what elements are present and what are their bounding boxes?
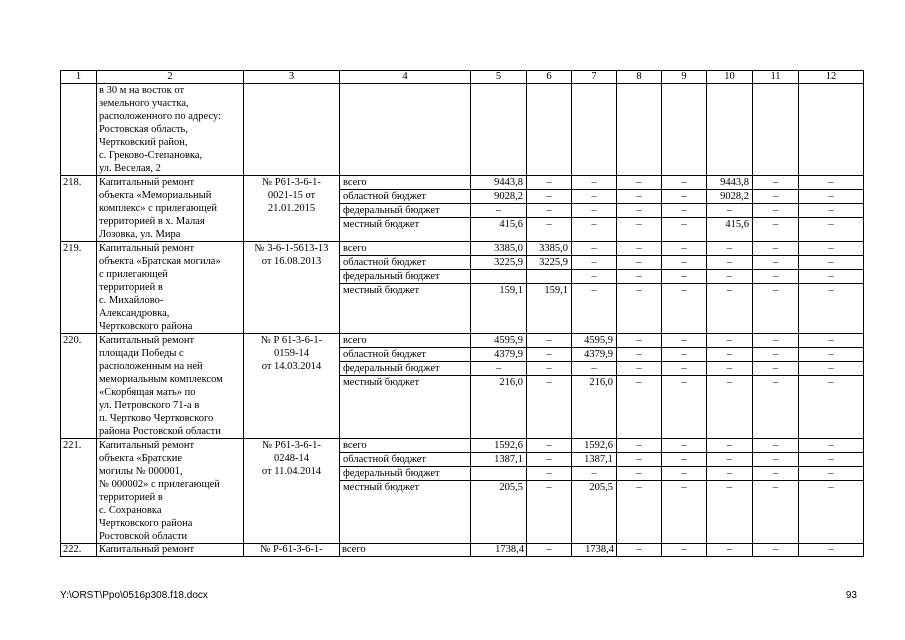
value-cell: 9028,2 <box>471 190 526 204</box>
value-cell: 1387,1 <box>572 453 616 467</box>
amount-column-c6 <box>527 334 572 439</box>
value-stack <box>799 176 863 231</box>
continuation-desc <box>97 84 244 176</box>
amount-column-c10 <box>707 242 753 334</box>
amount-column-c7 <box>572 242 617 334</box>
value-cell: – <box>662 362 706 376</box>
amount-column-c6 <box>527 242 572 334</box>
value-cell: – <box>772 219 779 230</box>
value-stack <box>617 439 661 494</box>
value-cell: – <box>572 256 616 270</box>
table-row <box>61 176 864 242</box>
amount-column-c12 <box>799 439 864 544</box>
value-cell: – <box>753 362 798 376</box>
value-cell: – <box>772 285 779 296</box>
funding-source-label: федеральный бюджет <box>340 467 470 481</box>
value-stack <box>799 334 863 389</box>
value-cell: – <box>799 190 863 204</box>
object-description-text: Капитальный ремонт объекта «Мемориальный комплекс» с прилегающей территорией в х. Малая Лозовка, ул. Мира <box>99 177 218 240</box>
value-cell: – <box>617 453 661 467</box>
value-cell: – <box>527 362 571 376</box>
amount-column-c12 <box>799 176 864 242</box>
value-cell: – <box>527 348 571 362</box>
value-cell: – <box>546 377 552 388</box>
value-cell <box>471 467 526 481</box>
amount-column-c11 <box>753 176 799 242</box>
value-cell: – <box>636 482 642 493</box>
amount-column-c12 <box>799 334 864 439</box>
value-cell: – <box>662 242 706 256</box>
value-cell: – <box>753 204 798 218</box>
value-cell: – <box>662 270 706 284</box>
amount-column-c7 <box>572 334 617 439</box>
value-cell: – <box>617 439 661 453</box>
value-stack <box>753 242 798 297</box>
value-stack <box>471 176 526 231</box>
value-cell: – <box>572 362 616 376</box>
value-cell <box>527 270 571 284</box>
value-cell: – <box>799 453 863 467</box>
value-cell: 3385,0 <box>471 242 526 256</box>
document-number <box>244 176 340 242</box>
value-cell: – <box>572 204 616 218</box>
value-cell: – <box>753 453 798 467</box>
value-cell: – <box>617 176 661 190</box>
column-header: 8 <box>617 71 662 84</box>
value-cell: – <box>617 270 661 284</box>
value-cell: – <box>662 334 706 348</box>
footer-file-path: Y:\ORST\Ppo\0516p308.f18.docx <box>60 590 208 601</box>
object-description-text: Капитальный ремонт площади Победы с расположенным на ней мемориальным комплексом «Скорбящая мать» по ул. Петровского 71-а в п. Чертково Чертковского района Ростовской области <box>99 335 223 437</box>
value-cell: – <box>617 544 662 557</box>
object-description <box>97 176 244 242</box>
value-cell: – <box>662 204 706 218</box>
value-stack <box>753 334 798 389</box>
value-cell: – <box>707 334 752 348</box>
column-header: 9 <box>662 71 707 84</box>
funding-source-label: местный бюджет <box>343 377 420 388</box>
funding-source-label: областной бюджет <box>340 256 470 270</box>
column-header: 10 <box>707 71 753 84</box>
value-stack <box>471 334 526 389</box>
value-cell: – <box>799 270 863 284</box>
value-cell: 1387,1 <box>471 453 526 467</box>
amount-column-c9 <box>662 439 707 544</box>
funding-source-label: федеральный бюджет <box>340 204 470 218</box>
value-cell: – <box>527 204 571 218</box>
value-cell: – <box>662 176 706 190</box>
value-cell: – <box>799 362 863 376</box>
value-cell: – <box>753 176 798 190</box>
value-cell: – <box>617 467 661 481</box>
document-number: № Р-61-3-6-1- <box>244 544 340 557</box>
value-stack <box>662 176 706 231</box>
value-stack <box>617 334 661 389</box>
value-stack <box>471 439 526 494</box>
amount-column-c8 <box>617 242 662 334</box>
value-cell: – <box>726 482 733 493</box>
row-number: 220. <box>61 334 97 439</box>
value-stack <box>707 334 752 389</box>
value-cell: – <box>707 256 752 270</box>
value-cell: – <box>572 270 616 284</box>
value-cell: – <box>681 219 687 230</box>
column-header: 5 <box>471 71 527 84</box>
funding-source-stack <box>340 334 470 389</box>
value-cell: – <box>799 439 863 453</box>
amount-column-c5 <box>471 242 527 334</box>
value-stack <box>707 176 752 231</box>
value-cell: – <box>753 348 798 362</box>
table-row <box>61 439 864 544</box>
value-cell: – <box>726 377 733 388</box>
value-cell: 9443,8 <box>707 176 752 190</box>
value-cell: – <box>572 190 616 204</box>
funding-sources <box>340 242 471 334</box>
value-cell: 159,1 <box>499 285 523 296</box>
value-stack <box>527 334 571 389</box>
value-cell: 9443,8 <box>471 176 526 190</box>
value-cell: – <box>617 362 661 376</box>
value-cell: – <box>799 204 863 218</box>
amount-column-c10 <box>707 176 753 242</box>
value-stack <box>707 242 752 297</box>
value-cell: – <box>681 482 687 493</box>
column-header: 6 <box>527 71 572 84</box>
value-cell: – <box>707 453 752 467</box>
object-description <box>97 334 244 439</box>
row-number: 218. <box>61 176 97 242</box>
amount-column-c8 <box>617 439 662 544</box>
value-cell: – <box>828 219 834 230</box>
column-header: 7 <box>572 71 617 84</box>
funding-source-label: всего <box>340 176 470 190</box>
funding-source-label: местный бюджет <box>343 285 420 296</box>
value-cell: – <box>799 544 864 557</box>
column-header: 11 <box>753 71 799 84</box>
amount-column-c7 <box>572 176 617 242</box>
value-cell: – <box>726 285 733 296</box>
value-cell: – <box>617 190 661 204</box>
value-cell: – <box>707 467 752 481</box>
value-cell: 415,6 <box>499 219 523 230</box>
value-cell: – <box>471 204 526 218</box>
amount-column-c8 <box>617 176 662 242</box>
value-stack <box>662 334 706 389</box>
amount-column-c5 <box>471 334 527 439</box>
value-cell: – <box>527 334 571 348</box>
object-description-text: Капитальный ремонт объекта «Братские могилы № 000001, № 000002» с прилегающей территорией в с. Сохрановка Чертковского района Ростовской области <box>99 440 220 542</box>
value-cell: – <box>527 544 572 557</box>
row-number: 221. <box>61 439 97 544</box>
value-cell: – <box>572 176 616 190</box>
value-cell: 4595,9 <box>572 334 616 348</box>
value-cell: – <box>662 256 706 270</box>
value-cell: – <box>753 439 798 453</box>
value-cell: – <box>753 334 798 348</box>
value-cell: – <box>617 348 661 362</box>
value-cell: – <box>799 242 863 256</box>
object-description: Капитальный ремонт <box>97 544 244 557</box>
funding-source-stack <box>340 242 470 297</box>
value-cell: 3225,9 <box>471 256 526 270</box>
document-number <box>244 242 340 334</box>
value-cell: 3225,9 <box>527 256 571 270</box>
value-cell: – <box>617 256 661 270</box>
amount-column-c7 <box>572 439 617 544</box>
document-number <box>244 334 340 439</box>
funding-source-stack <box>340 176 470 231</box>
value-cell: – <box>681 377 687 388</box>
table-row <box>61 242 864 334</box>
funding-sources <box>340 439 471 544</box>
funding-sources <box>340 334 471 439</box>
value-stack <box>572 334 616 389</box>
value-cell: – <box>527 190 571 204</box>
value-cell: – <box>799 334 863 348</box>
funding-source-label: всего <box>340 334 470 348</box>
funding-source-label: областной бюджет <box>340 348 470 362</box>
value-cell: – <box>772 482 779 493</box>
value-stack <box>527 439 571 494</box>
value-cell: – <box>707 439 752 453</box>
value-cell: – <box>546 219 552 230</box>
header-row <box>61 71 864 84</box>
value-stack <box>471 242 526 297</box>
value-cell: – <box>707 544 753 557</box>
amount-column-c6 <box>527 439 572 544</box>
value-cell: 1738,4 <box>471 544 527 557</box>
amount-column-c11 <box>753 334 799 439</box>
amount-column-c11 <box>753 242 799 334</box>
amount-column-c11 <box>753 439 799 544</box>
value-cell: 4595,9 <box>471 334 526 348</box>
value-cell: 1592,6 <box>471 439 526 453</box>
value-cell: – <box>617 334 661 348</box>
value-cell: 9028,2 <box>707 190 752 204</box>
amount-column-c5 <box>471 176 527 242</box>
value-cell: – <box>707 348 752 362</box>
amount-column-c6 <box>527 176 572 242</box>
value-cell: – <box>471 362 526 376</box>
column-header: 4 <box>340 71 471 84</box>
value-cell: – <box>799 176 863 190</box>
amount-column-c12 <box>799 242 864 334</box>
column-header: 12 <box>799 71 864 84</box>
continuation-desc-text: в 30 м на восток от земельного участка, расположенного по адресу: Ростовская область, Чертковский район, с. Греково-Степановка, ул. Веселая, 2 <box>99 85 221 174</box>
value-cell: – <box>799 256 863 270</box>
value-cell: – <box>662 190 706 204</box>
value-cell: – <box>799 467 863 481</box>
value-stack <box>527 242 571 297</box>
value-cell: – <box>799 348 863 362</box>
value-cell: – <box>707 204 752 218</box>
value-cell: 216,0 <box>499 377 523 388</box>
value-cell: – <box>753 544 799 557</box>
row-number: 222. <box>61 544 97 557</box>
funding-source-label: всего <box>340 544 471 557</box>
object-description <box>97 439 244 544</box>
value-cell: 216,0 <box>589 377 613 388</box>
funding-source-label: областной бюджет <box>340 453 470 467</box>
document-number <box>244 439 340 544</box>
amount-column-c9 <box>662 176 707 242</box>
value-cell: – <box>662 453 706 467</box>
continuation-row <box>61 84 864 176</box>
value-stack <box>527 176 571 231</box>
value-cell: 205,5 <box>589 482 613 493</box>
funding-source-label: областной бюджет <box>340 190 470 204</box>
value-cell: – <box>753 242 798 256</box>
value-cell: – <box>572 242 616 256</box>
value-cell: – <box>572 467 616 481</box>
value-cell: – <box>546 482 552 493</box>
value-stack <box>799 439 863 494</box>
value-cell: – <box>527 176 571 190</box>
value-cell: – <box>828 482 834 493</box>
value-cell: – <box>828 285 834 296</box>
value-cell: 4379,9 <box>471 348 526 362</box>
value-cell: 205,5 <box>499 482 523 493</box>
value-cell: – <box>707 362 752 376</box>
value-stack <box>572 439 616 494</box>
amount-column-c10 <box>707 334 753 439</box>
value-cell: – <box>753 467 798 481</box>
value-cell: 1738,4 <box>572 544 617 557</box>
funding-source-label: федеральный бюджет <box>340 362 470 376</box>
value-cell: – <box>591 219 597 230</box>
value-cell: – <box>707 270 752 284</box>
amount-column-c9 <box>662 242 707 334</box>
value-stack <box>799 242 863 297</box>
value-cell: – <box>828 377 834 388</box>
value-cell: – <box>662 348 706 362</box>
value-stack <box>572 242 616 297</box>
document-number-text: № Р61-3-6-1- 0021-15 от 21.01.2015 <box>262 177 321 214</box>
value-cell: 415,6 <box>725 219 749 230</box>
value-stack <box>617 242 661 297</box>
value-cell: – <box>681 285 687 296</box>
value-cell: – <box>662 439 706 453</box>
value-cell: – <box>527 467 571 481</box>
column-header: 2 <box>97 71 244 84</box>
amount-column-c8 <box>617 334 662 439</box>
value-cell: – <box>636 377 642 388</box>
value-cell: 159,1 <box>544 285 568 296</box>
value-stack <box>617 176 661 231</box>
value-cell: – <box>617 204 661 218</box>
value-cell: – <box>591 285 597 296</box>
object-description <box>97 242 244 334</box>
value-cell: – <box>527 453 571 467</box>
table-row-partial <box>61 544 864 557</box>
column-header: 1 <box>61 71 97 84</box>
funding-source-stack <box>340 439 470 494</box>
value-cell: – <box>527 439 571 453</box>
funding-source-label: местный бюджет <box>343 219 420 230</box>
budget-table <box>60 70 864 557</box>
value-cell: – <box>753 256 798 270</box>
funding-source-label: федеральный бюджет <box>340 270 470 284</box>
funding-source-label: всего <box>340 439 470 453</box>
document-number-text: № Р 61-3-6-1- 0159-14 от 14.03.2014 <box>260 335 323 372</box>
funding-source-label: местный бюджет <box>343 482 420 493</box>
value-cell: – <box>772 377 779 388</box>
value-stack <box>572 176 616 231</box>
value-cell: 4379,9 <box>572 348 616 362</box>
value-cell: – <box>753 270 798 284</box>
row-number: 219. <box>61 242 97 334</box>
value-cell: 1592,6 <box>572 439 616 453</box>
page-number: 93 <box>845 590 857 601</box>
funding-source-label: всего <box>340 242 470 256</box>
column-header: 3 <box>244 71 340 84</box>
value-stack <box>753 439 798 494</box>
document-number-text: № 3-6-1-5613-13 от 16.08.2013 <box>254 243 329 267</box>
table-row <box>61 334 864 439</box>
value-cell: – <box>617 242 661 256</box>
value-cell: – <box>636 219 642 230</box>
amount-column-c5 <box>471 439 527 544</box>
value-stack <box>753 176 798 231</box>
value-cell: – <box>636 285 642 296</box>
value-cell: – <box>662 467 706 481</box>
amount-column-c9 <box>662 334 707 439</box>
value-cell: – <box>753 190 798 204</box>
value-cell: – <box>662 544 707 557</box>
value-stack <box>662 439 706 494</box>
object-description-text: Капитальный ремонт объекта «Братская могила» с прилегающей территорией в с. Михайлово- Александровка, Чертковского района <box>99 243 221 332</box>
value-stack <box>707 439 752 494</box>
value-cell: – <box>707 242 752 256</box>
funding-sources <box>340 176 471 242</box>
value-stack <box>662 242 706 297</box>
value-cell <box>471 270 526 284</box>
value-cell: 3385,0 <box>527 242 571 256</box>
amount-column-c10 <box>707 439 753 544</box>
document-number-text: № Р61-3-6-1- 0248-14 от 11.04.2014 <box>261 440 322 477</box>
